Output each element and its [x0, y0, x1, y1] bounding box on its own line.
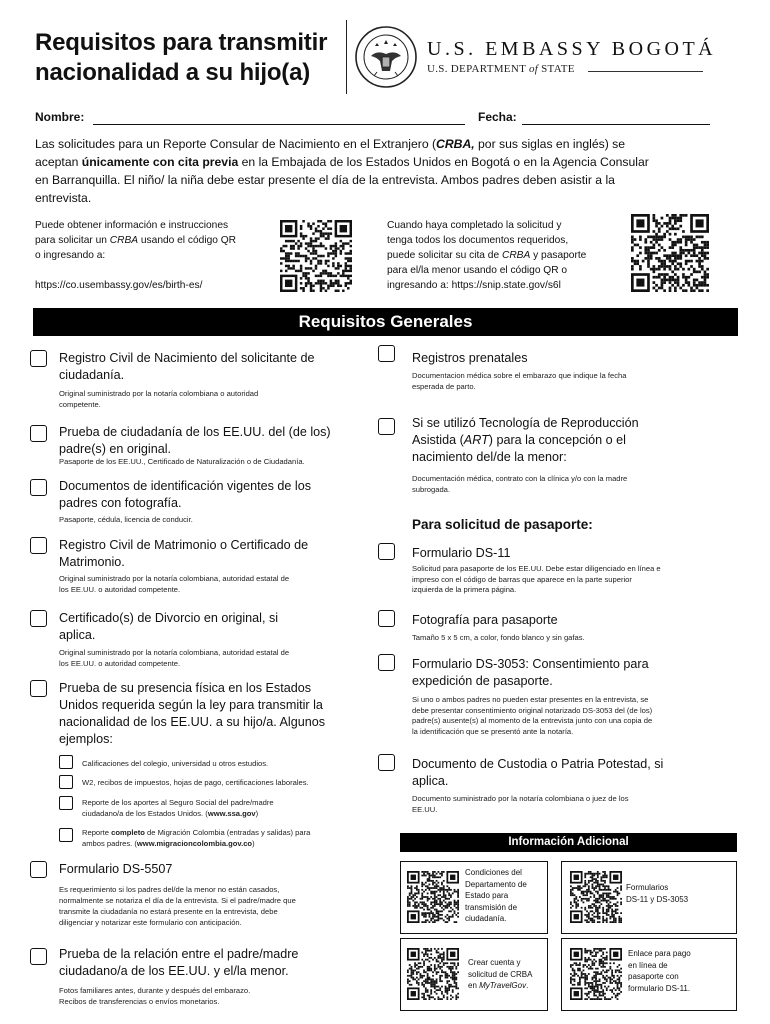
item-prueba-relacion: Prueba de la relación entre el padre/madre ciudadano/a de los EE.UU. y el/la menor.	[59, 947, 299, 978]
qr-code-icon	[407, 871, 459, 923]
migracion-link[interactable]: www.migracioncolombia.gov.co	[136, 839, 253, 848]
checkbox-custodia[interactable]	[378, 754, 395, 771]
qr-code-icon[interactable]	[631, 214, 709, 292]
embassy-name: U.S. EMBASSY BOGOTÁ	[427, 38, 717, 60]
name-label: Nombre:	[35, 110, 85, 124]
birth-url-link[interactable]: https://co.usembassy.gov/es/birth-es/	[35, 280, 203, 291]
info-box-pago-pasaporte[interactable]: Enlace para pago en línea de pasaporte con formulario DS-11.	[561, 938, 737, 1011]
qr-code-icon[interactable]	[280, 220, 352, 292]
item-note: Tamaño 5 x 5 cm, a color, fondo blanco y sin gafas.	[412, 633, 585, 642]
qr-code-icon	[407, 948, 459, 1000]
checkbox-registros-prenatales[interactable]	[378, 345, 395, 362]
great-seal-icon	[355, 26, 417, 88]
date-field[interactable]	[522, 124, 710, 125]
checkbox-registro-civil[interactable]	[30, 350, 47, 367]
ssa-link[interactable]: www.ssa.gov	[207, 809, 256, 818]
header-divider	[346, 20, 347, 94]
item-ds3053: Formulario DS-3053: Consentimiento para expedición de pasaporte.	[412, 657, 649, 688]
section-title-requisitos: Requisitos Generales	[33, 308, 738, 336]
item-registros-prenatales: Registros prenatales	[412, 351, 528, 365]
checkbox-art[interactable]	[378, 418, 395, 435]
checkbox-divorcio[interactable]	[30, 610, 47, 627]
qr-info-left: Puede obtener información e instrucciones para solicitar un CRBA usando el código QR o ingresando a:	[35, 220, 237, 261]
subitem-calificaciones: Calificaciones del colegio, universidad u otros estudios.	[82, 759, 269, 768]
item-presencia-fisica: Prueba de su presencia física en los Estados Unidos requerida según la ley para transmitir la nacionalidad de los EE.UU. a su hijo/a. Algunos ejemplos:	[59, 681, 326, 746]
item-note: Si uno o ambos padres no pueden estar presentes en la entrevista, se debe presentar consentimiento original notarizado DS-3053 del (de los) padre(s) ausente(s) al momento de la entrevista junto con una copia de la identificación que se presentó ante la notaría.	[412, 695, 653, 736]
department-of-state: U.S. DEPARTMENT of STATE	[427, 63, 575, 75]
checkbox-ds11[interactable]	[378, 543, 395, 560]
item-note: Original suministrado por la notaría colombiana, autoridad estatal de los EE.UU. o autoridad competente.	[59, 574, 290, 594]
checkbox-calificaciones[interactable]	[59, 755, 73, 769]
checkbox-registro-matrimonio[interactable]	[30, 537, 47, 554]
name-field[interactable]	[93, 124, 465, 125]
date-label: Fecha:	[478, 110, 517, 124]
intro-paragraph: Las solicitudes para un Reporte Consular de Nacimiento en el Extranjero (CRBA, por sus siglas en inglés) se aceptan únicamente con cita previa en la Embajada de los Estados Unidos en Bogotá o en la Agencia Consular en Barranquilla. El niño/ la niña debe estar presente el día de la entrevista. Ambos padres deben asistir a la entrevista.	[35, 137, 649, 205]
item-prueba-ciudadania: Prueba de ciudadanía de los EE.UU. del (de los) padre(s) en original.	[59, 425, 331, 456]
passport-heading: Para solicitud de pasaporte:	[412, 517, 593, 532]
checkbox-ds3053[interactable]	[378, 654, 395, 671]
qr-info-right: Cuando haya completado la solicitud y tenga todos los documentos requeridos, puede solicitar su cita de CRBA y pasaporte para el/la menor usando el código QR o ingresando a: https://snip.state.gov/s6l	[387, 220, 587, 291]
item-note: Pasaporte de los EE.UU., Certificado de Naturalización o de Ciudadanía.	[59, 457, 305, 466]
checkbox-w2[interactable]	[59, 775, 73, 789]
item-note: Es requerimiento si los padres del/de la menor no están casados, normalmente se notariza el día de la entrevista. Si el padre/madre que transmite la ciudadanía no estará presente en la entrevista, debe diligenciar y notarizar este formulario con anticipación.	[59, 885, 296, 927]
item-registro-civil: Registro Civil de Nacimiento del solicitante de ciudadanía.	[59, 351, 315, 382]
checkbox-prueba-relacion[interactable]	[30, 948, 47, 965]
item-note: Original suministrado por la notaría colombiana, autoridad estatal de los EE.UU. o autoridad competente.	[59, 648, 290, 668]
checkbox-presencia-fisica[interactable]	[30, 680, 47, 697]
subitem-seguro-social: Reporte de los aportes al Seguro Social del padre/madre ciudadano/a de los Estados Unidos. (www.ssa.gov)	[82, 798, 274, 818]
subitem-w2: W2, recibos de impuestos, hojas de pago, certificaciones laborales.	[82, 778, 309, 787]
qr-code-icon	[570, 871, 622, 923]
checkbox-documentos-identificacion[interactable]	[30, 479, 47, 496]
item-divorcio: Certificado(s) de Divorcio en original, si aplica.	[59, 611, 279, 642]
item-note: Documentacion médica sobre el embarazo que indique la fecha esperada de parto.	[412, 371, 627, 391]
checkbox-fotografia[interactable]	[378, 610, 395, 627]
checkbox-prueba-ciudadania[interactable]	[30, 425, 47, 442]
info-box-formularios[interactable]: Formularios DS-11 y DS-3053	[561, 861, 737, 934]
item-note: Documento suministrado por la notaría colombiana o juez de los EE.UU.	[412, 794, 629, 814]
item-registro-matrimonio: Registro Civil de Matrimonio o Certificado de Matrimonio.	[59, 538, 309, 569]
dept-rule	[588, 71, 703, 72]
checkbox-seguro-social[interactable]	[59, 796, 73, 810]
item-note: Fotos familiares antes, durante y después del embarazo. Recibos de transferencias o envíos monetarios.	[59, 986, 251, 1006]
checkbox-migracion[interactable]	[59, 828, 73, 842]
info-box-condiciones[interactable]: Condiciones del Departamento de Estado para transmisión de ciudadanía.	[400, 861, 548, 934]
item-custodia: Documento de Custodia o Patria Potestad, si aplica.	[412, 757, 664, 788]
info-box-mytravelgov[interactable]: Crear cuenta y solicitud de CRBA en MyTravelGov.	[400, 938, 548, 1011]
item-documentos-identificacion: Documentos de identificación vigentes de los padres con fotografía.	[59, 479, 312, 510]
item-fotografia: Fotografía para pasaporte	[412, 613, 558, 627]
info-adicional-title: Información Adicional	[400, 833, 737, 852]
item-art: Si se utilizó Tecnología de Reproducción Asistida (ART) para la concepción o el nacimiento del/de la menor:	[412, 416, 639, 464]
item-ds11: Formulario DS-11	[412, 546, 511, 560]
checkbox-ds5507[interactable]	[30, 861, 47, 878]
item-note: Solicitud para pasaporte de los EE.UU. Debe estar diligenciado en línea e impreso con el código de barras que aparece en la parte superior izquierda de la primera página.	[412, 564, 661, 594]
item-note: Documentación médica, contrato con la clínica y/o con la madre subrogada.	[412, 474, 628, 494]
item-note: Pasaporte, cédula, licencia de conducir.	[59, 515, 193, 524]
item-ds5507: Formulario DS-5507	[59, 862, 173, 876]
qr-code-icon	[570, 948, 622, 1000]
page-title: Requisitos para transmitir nacionalidad a su hijo(a)	[35, 29, 328, 86]
subitem-migracion: Reporte completo de Migración Colombia (entradas y salidas) para ambos padres. (www.migracioncolombia.gov.co)	[82, 828, 311, 848]
item-note: Original suministrado por la notaría colombiana o autoridad competente.	[59, 389, 259, 409]
